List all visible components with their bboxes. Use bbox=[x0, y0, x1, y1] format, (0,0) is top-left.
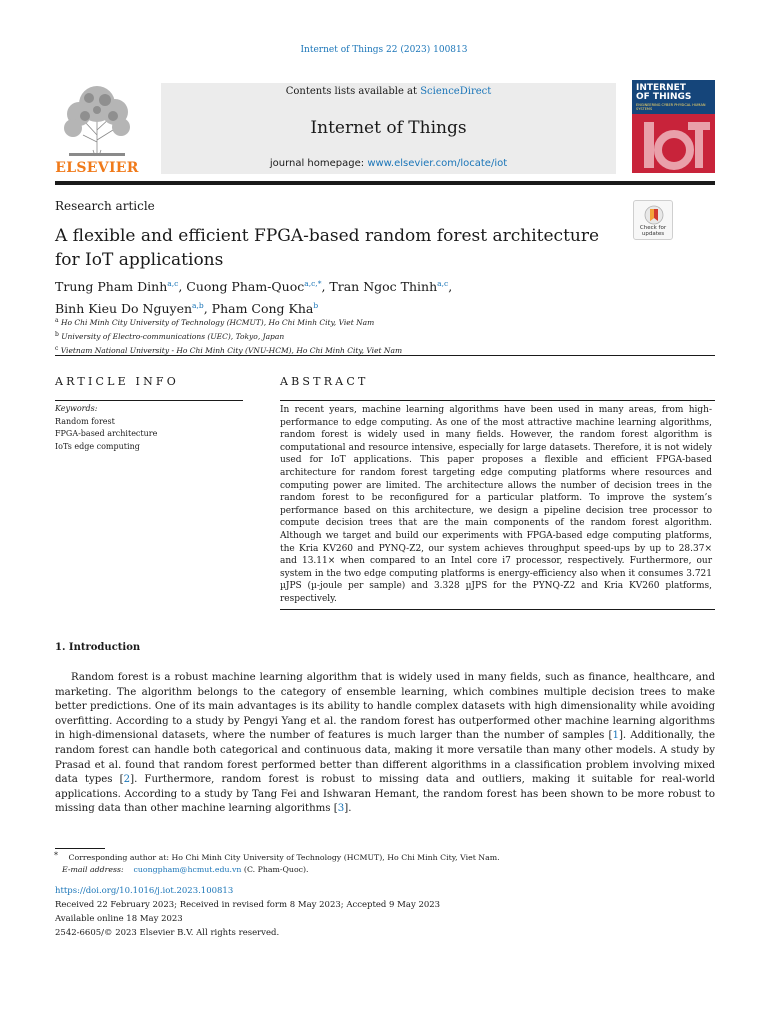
footnote-divider bbox=[55, 848, 105, 849]
homepage-line bbox=[161, 158, 616, 169]
cover-title-line-2: OF THINGS bbox=[636, 92, 692, 102]
intro-text: ]. bbox=[344, 803, 352, 815]
reference-link[interactable]: 2 bbox=[123, 774, 131, 786]
affiliation bbox=[55, 315, 655, 329]
introduction-heading: 1. Introduction bbox=[55, 642, 141, 653]
keyword: FPGA-based architecture bbox=[55, 429, 158, 438]
header-divider bbox=[55, 181, 715, 185]
abstract-end-divider bbox=[280, 609, 715, 610]
keyword: IoTs edge computing bbox=[55, 441, 140, 451]
author-separator: , bbox=[178, 279, 187, 294]
abstract-heading: ABSTRACT bbox=[280, 375, 369, 388]
footnote-marker: * bbox=[54, 851, 58, 860]
doi-link[interactable]: https://doi.org/10.1016/j.iot.2023.100813 bbox=[55, 886, 234, 896]
cover-subtitle: ENGINEERING CYBER PHYSICAL HUMAN SYSTEMS bbox=[636, 103, 706, 111]
corresponding-author-note bbox=[54, 851, 712, 864]
paper-title: A flexible and efficient FPGA-based random forest architecture for IoT applications bbox=[55, 226, 600, 270]
keywords-label: Keywords: bbox=[55, 404, 98, 413]
reference-link[interactable]: 3 bbox=[337, 803, 345, 815]
copyright: 2542-6605/© 2023 Elsevier B.V. All rights reserved. bbox=[55, 928, 280, 938]
author[interactable]: Cuong Pham-Quoc bbox=[186, 279, 305, 294]
cover-title bbox=[636, 84, 691, 102]
section-divider bbox=[55, 355, 715, 356]
journal-banner bbox=[55, 80, 715, 177]
email-link[interactable]: cuongpham@hcmut.edu.vn bbox=[133, 865, 242, 874]
sciencedirect-link[interactable]: ScienceDirect bbox=[420, 86, 492, 97]
author-sup[interactable]: b bbox=[313, 301, 319, 310]
footnote bbox=[54, 851, 712, 876]
affiliation-text: Ho Chi Minh City University of Technology (HCMUT), Ho Chi Minh City, Viet Nam bbox=[60, 318, 375, 327]
affiliation-key: c bbox=[55, 345, 59, 352]
article-info-divider bbox=[55, 400, 243, 401]
homepage-prefix: journal homepage: bbox=[269, 158, 368, 169]
available-online: Available online 18 May 2023 bbox=[55, 914, 183, 924]
journal-name: Internet of Things bbox=[310, 118, 467, 138]
author-separator: , bbox=[448, 279, 453, 294]
affiliation bbox=[55, 329, 655, 343]
email-note bbox=[62, 864, 712, 876]
intro-text: ]. Furthermore, random forest is robust to missing data and outliers, making it suitable for real-world applications. According to a study by Tang Fei and Ishwaran Hemant, the random forest has been shown to be more robust to missing data than other machine learning algorithms [ bbox=[55, 774, 716, 815]
received-dates: Received 22 February 2023; Received in revised form 8 May 2023; Accepted 9 May 2023 bbox=[55, 900, 441, 910]
email-label: E-mail address: bbox=[62, 865, 124, 874]
affiliation-key: b bbox=[55, 331, 59, 338]
article-type: Research article bbox=[55, 199, 155, 213]
email-suffix: (C. Pham-Quoc). bbox=[241, 865, 309, 874]
author-list bbox=[55, 274, 655, 318]
contents-line bbox=[161, 86, 616, 97]
author-separator: , bbox=[203, 301, 212, 316]
cover-iot-graphic-icon bbox=[640, 116, 710, 172]
introduction-paragraph bbox=[55, 671, 715, 817]
affiliation-text: Vietnam National University - Ho Chi Minh City (VNU-HCM), Ho Chi Minh City, Viet Nam bbox=[60, 346, 403, 355]
affiliation-text: University of Electro-communications (UEC), Tokyo, Japan bbox=[61, 332, 285, 341]
check-updates-label: Check for updates bbox=[639, 225, 667, 237]
author-sup[interactable]: a,c,* bbox=[304, 279, 322, 288]
keywords-block bbox=[55, 403, 245, 453]
reference-link[interactable]: 1 bbox=[612, 730, 619, 742]
author[interactable]: Pham Cong Kha bbox=[211, 301, 314, 316]
journal-cover-image[interactable] bbox=[632, 80, 715, 173]
cover-title-line-1: INTERNET bbox=[636, 83, 686, 93]
article-info-heading: ARTICLE INFO bbox=[55, 375, 179, 388]
affiliation-key: a bbox=[55, 317, 59, 324]
running-header[interactable]: Internet of Things 22 (2023) 100813 bbox=[300, 45, 468, 55]
author-sup[interactable]: a,c bbox=[167, 279, 179, 288]
abstract-text: In recent years, machine learning algorithms have been used in many areas, from high-performance to edge computing. As one of the most attractive machine learning algorithms, random forest is widely used in many fields. However, the random forest algorithm is computational and resource intensive, especially for large datasets. Therefore, it is not widely used for IoT applications. This paper proposes a flexible and efficient FPGA-based architecture for random forest targeting edge computing platforms where resources and computing power are limited. The architecture allows the number of decision trees in the random forest to be reconfigured for a particular platform. To improve the system’s performance based on this architecture, we design a pipeline decision tree processor to compute decision trees that are the main components of the random forest algorithm. Although we target and build our experiments with FPGA-based edge computing platforms, the Kria KV260 and PYNQ-Z2, our system achieves throughput speed-ups by up to 28.37× and 13.11× when compared to an Intel core i7 processor, respectively. Furthermore, our system in the two edge computing platforms is energy-efficiency also when it consumes 3.721 µJPS (µ-joule per sample) and 3.328 µJPS for the PYNQ-Z2 and Kria KV260 platforms, respectively. bbox=[280, 405, 712, 604]
elsevier-wordmark: ELSEVIER bbox=[55, 160, 139, 176]
check-for-updates-button[interactable] bbox=[633, 200, 673, 240]
author-separator: , bbox=[321, 279, 330, 294]
author[interactable]: Binh Kieu Do Nguyen bbox=[55, 301, 193, 316]
corresponding-text: Corresponding author at: Ho Chi Minh City University of Technology (HCMUT), Ho Chi Minh City, Viet Nam. bbox=[68, 853, 500, 862]
author-sup[interactable]: a,c bbox=[437, 279, 449, 288]
intro-text: Random forest is a robust machine learning algorithm that is widely used in many fields, such as finance, healthcare, and marketing. The algorithm belongs to the category of ensemble learning, which combines multiple decision trees to make better predictions. One of its main advantages is its ability to handle complex datasets with high dimensionality while avoiding overfitting. According to a study by Pengyi Yang et al. the random forest has outperformed other machine learning algorithms in high-dimensional datasets, where the number of features is much larger than the number of samples [ bbox=[55, 672, 715, 742]
contents-prefix: Contents lists available at bbox=[285, 86, 421, 97]
intro-text: ]. Additionally, the random forest can handle both categorical and continuous data, making it more versatile than many other models. A study by Prasad et al. found that random forest performed better than different algorithms in a classification problem involving mixed data types [ bbox=[55, 730, 716, 786]
author[interactable]: Tran Ngoc Thinh bbox=[329, 279, 438, 294]
keyword: Random forest bbox=[55, 416, 115, 426]
journal-homepage-link[interactable]: www.elsevier.com/locate/iot bbox=[367, 158, 508, 169]
affiliations bbox=[55, 315, 655, 357]
author[interactable]: Trung Pham Dinh bbox=[55, 279, 168, 294]
author-sup[interactable]: a,b bbox=[192, 301, 204, 310]
abstract-divider bbox=[280, 400, 715, 401]
journal-info-box bbox=[161, 83, 616, 174]
